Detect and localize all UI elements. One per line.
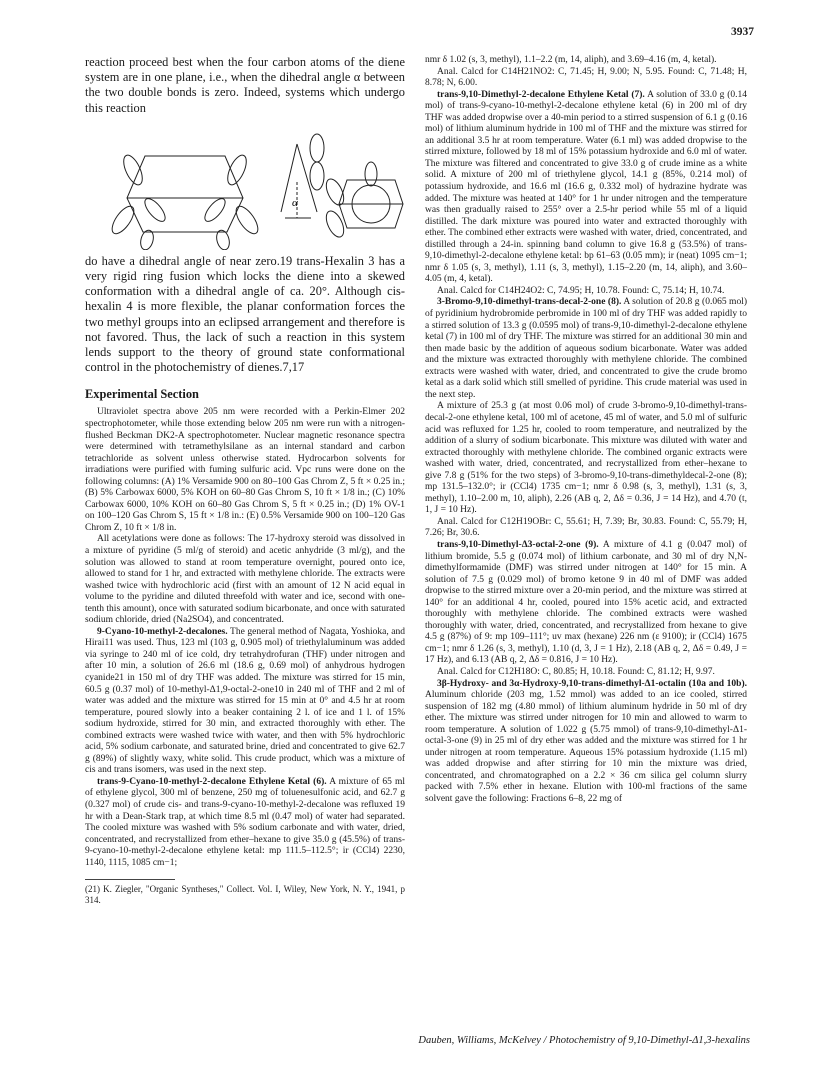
compound-heading: 3-Bromo-9,10-dimethyl-trans-decal-2-one (8). [437, 297, 622, 308]
footnote-rule [85, 879, 175, 880]
paragraph-body: Aluminum chloride (203 mg, 1.52 mmol) was added to an ice cooled, stirred suspension of 182 mg (4.80 mmol) of lithium aluminum hydride in 50 ml of dry ether. The mixture was stirred under nitrogen for 10 min and allowed to warm to room temperature. A solution of 1.022 g (5.75 mmol) of trans-9,10-dimethyl-Δ1-octal-3-one (9) in 25 ml of dry ether was added and the mixture was stirred for 1 hr under nitrogen at room temperature. Aqueous 15% potassium hydroxide (1.15 ml) was added dropwise and after stirring for 10 min the mixture was dried, concentrated, and chromatographed on a 2.2 × 36 cm silica gel column slurry packed with 7.5% ether in hexane. Elution with 100-ml fractions of the same solvent gave the following: Fractions 6–8, 22 mg of [425, 690, 747, 804]
right-column [425, 55, 747, 806]
intro-paragraph: reaction proceed best when the four carbon atoms of the diene system are in one plane, i.e., when the dihedral angle α between the two double bonds is zero. Indeed, systems which undergo this reaction [85, 55, 405, 115]
paragraph-body: A solution of 33.0 g (0.14 mol) of trans-9-cyano-10-methyl-2-decalone ethylene ketal (6) in 200 ml of dry THF was added dropwise over a 40-min period to a stirred suspension of 6.1 g (0.16 mol) of lithium aluminum hydride in 100 ml of THF and the mixture was stirred for an additional 3.5 hr at room temperature. Water (6.1 ml) was added dropwise to the stirred mixture, followed by 18 ml of 15% potassium hydroxide and 6.0 ml of water. The mixture was filtered and concentrated to give 33.0 g of crude imine as a white solid. A mixture of 200 ml of triethylene glycol, 14.1 g (85%, 0.214 mol) of potassium hydroxide, and 16.6 ml (16.6 g, 0.332 mol) of hydrazine hydrate was added. The mixture was heated at 140° for 1 hr under nitrogen and the temperature was then gradually raised to 255° over a 2.5-hr period while 55 ml of a liquid distilled. The dark mixture was poured into water and extracted thoroughly with ether. The combined ether extracts were washed with water, dried, concentrated, and distilled through a 24-in. spinning band column to give 16.8 g (53.5%) of trans-9,10-dimethyl-2-decalone ethylene ketal: bp 61–63 (0.05 mm); ir (neat) 1095 cm−1; nmr δ 1.05 (s, 3, methyl), 1.11 (s, 3, methyl), 1.15–2.20 (m, 14, aliph), and 3.60–4.05 (m, 4, ketal). [425, 89, 748, 285]
alpha-label: α [292, 196, 298, 209]
paragraph-body: A mixture of 4.1 g (0.047 mol) of lithium bromide, 5.5 g (0.074 mol) of lithium carbonate, and 30 ml of dry N,N-dimethylformamide (DMF) was stirred under nitrogen at 140° for 15 min. A solution of 7.5 g (0.029 mol) of bromo ketone 9 in 40 ml of DMF was added dropwise to the stirred mixture over a 20-min period, and the mixture was stirred at 140° for an additional 4 hr, cooled, poured into 15% acetic acid, and extracted thoroughly with methylene chloride. The combined extracts were washed thoroughly with water, dried, concentrated, and recrystallized from hexane to give 4.5 g (87%) of 9: mp 109–111°; uv max (hexane) 226 nm (ε 9100); ir (CCl4) 1675 cm−1; nmr δ 1.26 (s, 3, methyl), 1.10 (d, 3, J = 1 Hz), 2.18 (AB q, 2, Δδ = 0.49, J = 17 Hz), and 6.13 (AB q, 2, Δδ = 0.816, J = 10 Hz). [425, 539, 747, 666]
exp-paragraph-ketal-6 [85, 777, 405, 869]
anal-9: Anal. Calcd for C12H18O: C, 80.85; H, 10.18. Found: C, 81.12; H, 9.97. [437, 666, 715, 677]
compound-heading: trans-9,10-Dimethyl-2-decalone Ethylene Ketal (7). [437, 89, 645, 100]
nmr-continuation: nmr δ 1.02 (s, 3, methyl), 1.1–2.2 (m, 14, aliph), and 3.69–4.16 (m, 4, ketal). [425, 55, 717, 65]
footnote-21: (21) K. Ziegler, "Organic Syntheses," Collect. Vol. I, Wiley, New York, N. Y., 1941, p 314. [85, 884, 405, 906]
exp-paragraph-decalones [85, 627, 405, 777]
discussion-paragraph: do have a dihedral angle of near zero.19 trans-Hexalin 3 has a very rigid ring fusion which locks the diene into a skewed conformation with a dihedral angle of ca. 20°. Although cis-hexalin 4 is more flexible, the planar conformation forces the two methyl groups into an eclipsed arrangement and therefore is not favored. Thus, the lack of such a reaction in this system lends support to the theory of ground state conformational control in the photochemistry of dienes.7,17 [85, 253, 405, 375]
exp-paragraph-octalone-9 [425, 540, 747, 667]
exp-paragraph-hydrolysis: A mixture of 25.3 g (at most 0.06 mol) of crude 3-bromo-9,10-dimethyl-trans-decal-2-one ethylene ketal, 100 ml of acetone, 45 ml of water, and 5.0 ml of sulfuric acid was refluxed for 1.25 hr, cooled to room temperature, and neutralized by the addition of a slurry of sodium bicarbonate. This mixture was diluted with water and extracted thoroughly with methylene chloride. The combined organic extracts were washed with water, dried, concentrated, and recrystallized from ether–hexane to give 7.8 g (51% for the two steps) of 3-bromo-9,10-trans-dimethyldecal-2-one (8); mp 131.5–132.0°; ir (CCl4) 1735 cm−1; nmr δ 0.98 (s, 3, methyl), 1.31 (s, 3, methyl), 1.10–2.00 m, 10, aliph), 2.26 (AB q, 2, Δδ = 0.36, J = 14 Hz), and 4.70 (t, 1, J = 10 Hz). [425, 401, 747, 516]
compound-heading: 9-Cyano-10-methyl-2-decalones. [97, 626, 228, 637]
exp-paragraph-acetylations: All acetylations were done as follows: The 17-hydroxy steroid was dissolved in a mixture of pyridine (5 ml/g of steroid) and acetic anhydride (3 ml/g), and the solution was allowed to stand at room temperature overnight, poured onto ice, allowed to stand for 1 hr, and extracted with methylene chloride. The extracts were washed twice with hydrochloric acid (first with an amount of 12 N acid equal in volume to the pyridine and diluted threefold with water and ice, second with one-tenth this amount), once with saturated sodium bicarbonate, and once with saturated sodium chloride, dried (Na2SO4), and concentrated. [85, 534, 405, 626]
page-number: 3937 [731, 26, 754, 38]
paragraph-body: The general method of Nagata, Yoshioka, and Hirai11 was used. Thus, 123 ml (103 g, 0.905 mol) of triethylaluminum was added via syringe to 240 ml of ice cold, dry tetrahydrofuran (THF) under nitrogen and after 10 min, a solution of 26.6 ml (18.6 g, 0.69 mol) of anhydrous hydrogen cyanide21 in 150 ml of dry THF was added. The mixture was stirred for 15 min, 60.5 g (0.37 mol) of 10-methyl-Δ1,9-octal-2-one10 in 240 ml of THF and 2 ml of water was added and the mixture was stirred for 15 min at 0° and 4.5 hr at room temperature, poured slowly into a beaker containing 2 l. of ice and 1 l. of 15% sodium hydroxide, stirred for 30 min, and extracted thoroughly with ether. The combined extracts were washed twice with water, and then with 5% hydrochloric acid, 5% sodium carbonate, and saturated brine, dried and concentrated to give 62.7 g (89%) of slightly waxy, white solid. This crude product, which was a mixture of cis and trans isomers, was used in the next step. [85, 626, 405, 776]
exp-paragraph-instruments: Ultraviolet spectra above 205 nm were recorded with a Perkin-Elmer 202 spectrophotometer, while those extending below 205 nm were run with a nitrogen-flushed Beckman DK2-A spectrophotometer. Nuclear magnetic resonance spectra were determined with tetramethylsilane as an internal standard and carbon tetrachloride as solvent unless otherwise stated. Hydrocarbon solvents for irradiations were purified with fuming sulfuric acid. Vpc runs were done on the following columns: (A) 1% Versamide 900 on 80–100 Gas Chrom Z, 5 ft × 0.25 in.; (B) 5% Carbowax 6000, 5% KOH on 60–80 Gas Chrom S, 10 ft × 1/8 in.; (C) 10% Carbowax 6000, 10% KOH on 60–80 Gas Chrom S, 5 ft × 0.25 in.; (D) 1% OV-1 on 100–120 Gas Chrom S, 15 ft × 1/8 in.: (E) 0.5% Versamide 900 on 100–120 Gas Chrom Z, 10 ft × 1/8 in. [85, 407, 405, 533]
paragraph-body: A solution of 20.8 g (0.065 mol) of pyridinium hydrobromide perbromide in 100 ml of dry THF was added rapidly to a stirred solution of 13.3 g (0.0595 mol) of trans-9,10-dimethyl-2-decalone ethylene ketal (7) in 100 ml of dry THF. The mixture was stirred for an additional 30 min and then made basic by the addition of aqueous sodium bicarbonate. Water was added and the mixture was extracted thoroughly with methylene chloride. The combined extracts were washed with water, dried, and concentrated to give the crude bromo ketal as a dark solid which still smelled of pyridine. This crude material was used in the next step. [425, 297, 747, 400]
anal-6: Anal. Calcd for C14H21NO2: C, 71.45; H, 9.00; N, 5.95. Found: C, 71.48; H, 8.78; N, 6.00. [425, 66, 747, 89]
compound-heading: 3β-Hydroxy- and 3α-Hydroxy-9,10-trans-dimethyl-Δ1-octalin (10a and 10b). [437, 678, 747, 689]
exp-paragraph-bromo-8 [425, 297, 747, 401]
anal-8: Anal. Calcd for C12H19OBr: C, 55.61; H, 7.39; Br, 30.83. Found: C, 55.79; H, 7.26; Br, 30.6. [425, 516, 747, 539]
exp-paragraph-octalin-10 [425, 679, 747, 806]
running-footer: Dauben, Williams, McKelvey / Photochemistry of 9,10-Dimethyl-Δ1,3-hexalins [418, 1035, 750, 1046]
paragraph-body: A mixture of 65 ml of ethylene glycol, 300 ml of benzene, 250 mg of toluenesulfonic acid, and 62.7 g (0.327 mol) of crude cis- and trans-9-cyano-10-methyl-2-decalone was refluxed 19 hr with a Dean-Stark trap, at which time 8.5 ml (0.47 mol) of water had separated. The cooled mixture was washed with 5% sodium carbonate and with water, dried, concentrated, and recrystallized from ether–hexane to give 35.0 g (45.5%) of trans-9-cyano-10-methyl-2-decalone ethylene ketal: mp 111.5–112.5°; ir (CCl4) 2230, 1140, 1115, 1085 cm−1; [85, 776, 405, 868]
left-column [85, 55, 405, 906]
diene-orbital-figure [85, 122, 405, 250]
section-title: Experimental Section [85, 387, 199, 402]
exp-paragraph-ketal-7 [425, 90, 747, 286]
compound-heading: trans-9-Cyano-10-methyl-2-decalone Ethylene Ketal (6). [97, 776, 327, 787]
anal-7: Anal. Calcd for C14H24O2: C, 74.95; H, 10.78. Found: C, 75.14; H, 10.74. [437, 285, 725, 296]
compound-heading: trans-9,10-Dimethyl-Δ3-octal-2-one (9). [437, 539, 599, 550]
orbital-diagram [85, 122, 405, 250]
